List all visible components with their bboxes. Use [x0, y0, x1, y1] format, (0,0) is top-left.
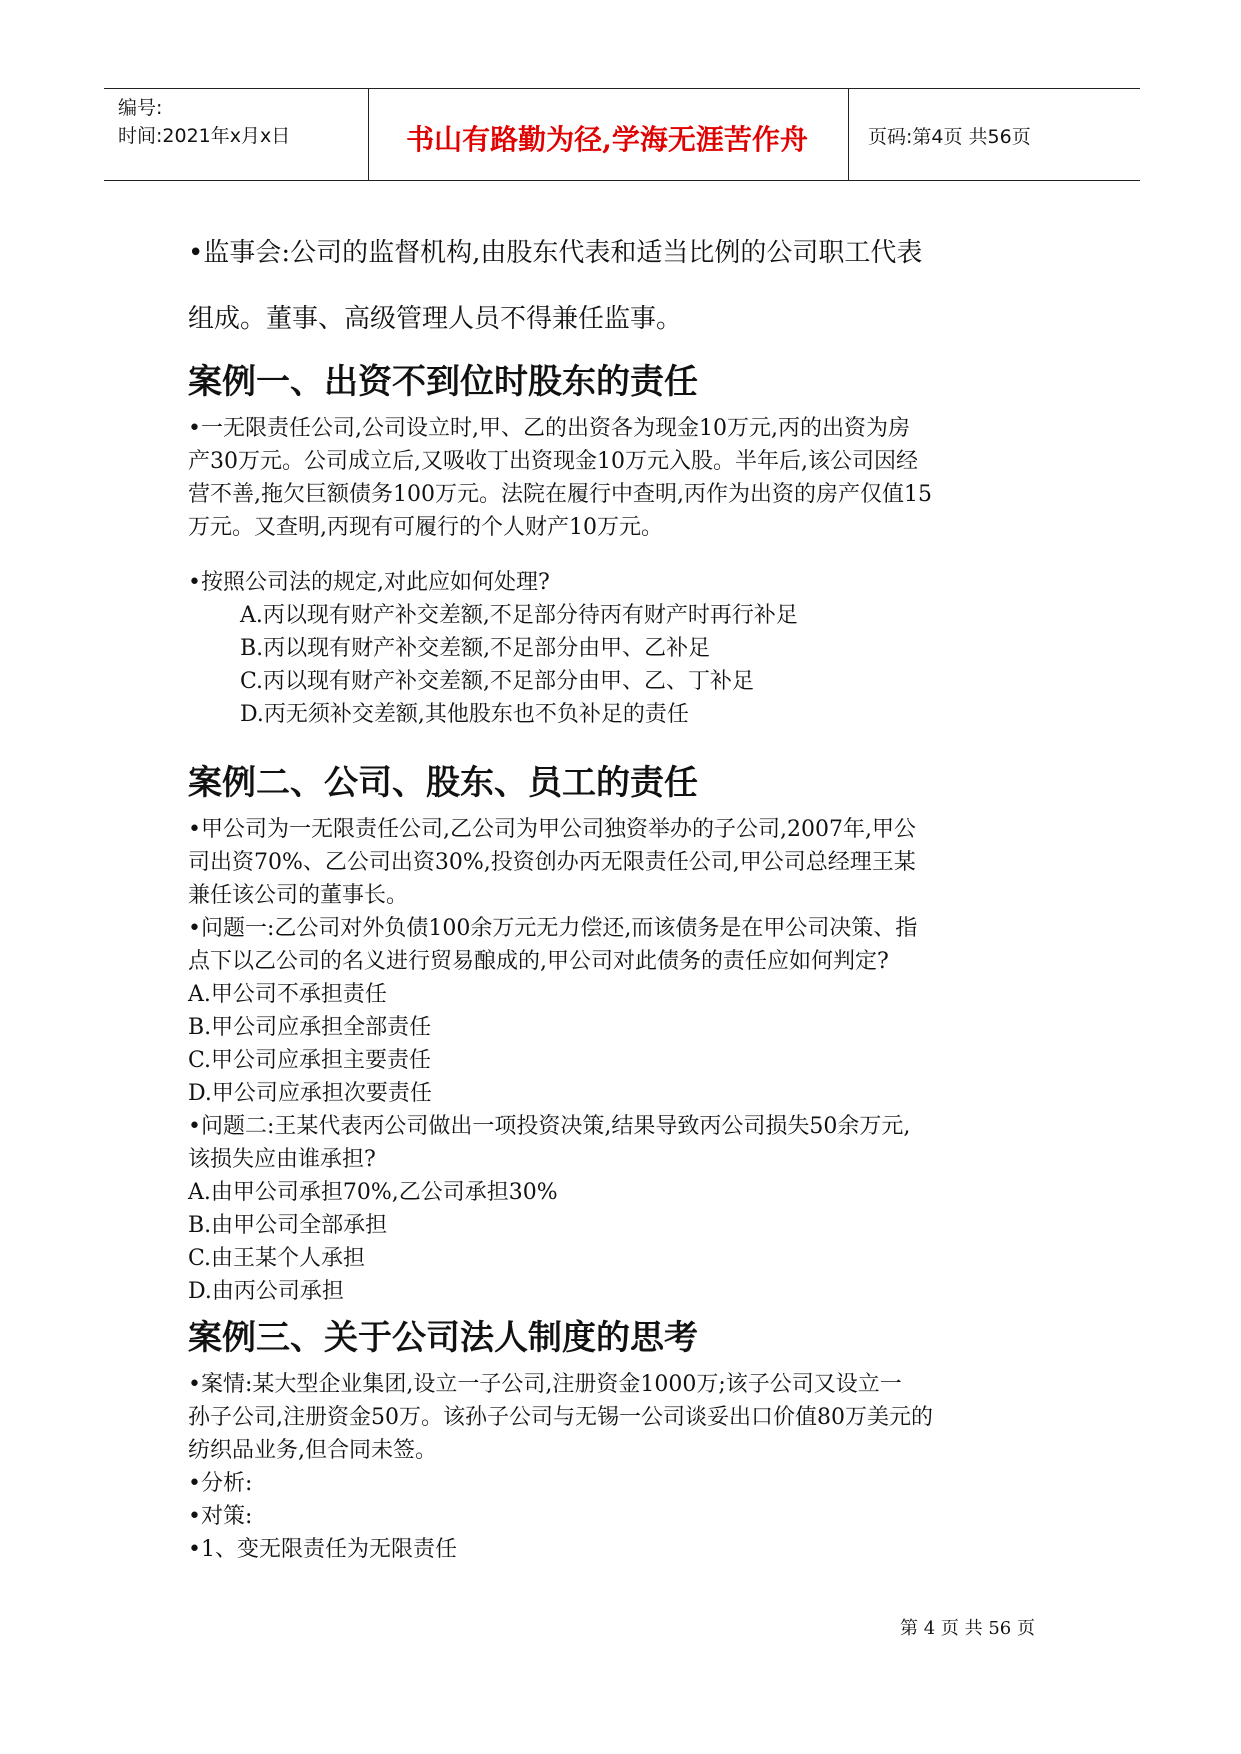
header-motto: 书山有路勤为径,学海无涯苦作舟 [406, 123, 808, 156]
intro-line: 组成。董事、高级管理人员不得兼任监事。 [188, 304, 683, 334]
header-time-label: 时间:2021年x月x日 [118, 125, 291, 147]
header-meta [118, 94, 290, 150]
header-bottom-rule [104, 180, 1140, 181]
case2-question: 该损失应由谁承担? [188, 1147, 376, 1172]
case3-text-line: 孙子公司,注册资金50万。该孙子公司与无锡一公司谈妥出口价值80万美元的 [188, 1405, 933, 1430]
spacer [188, 731, 1068, 753]
case3-text-line: •分析: [188, 1471, 253, 1496]
spacer [188, 544, 1068, 566]
case1-option: B.丙以现有财产补交差额,不足部分由甲、乙补足 [240, 636, 711, 661]
case1-text-line: •一无限责任公司,公司设立时,甲、乙的出资各为现金10万元,丙的出资为房 [188, 416, 910, 441]
case3-text-line: •1、变无限责任为无限责任 [188, 1537, 457, 1562]
case3-text-line: •案情:某大型企业集团,设立一子公司,注册资金1000万;该子公司又设立一 [188, 1372, 902, 1397]
case2-option: B.由甲公司全部承担 [188, 1213, 388, 1238]
case3-heading: 案例三、关于公司法人制度的思考 [188, 1318, 698, 1358]
case2-text-line: •甲公司为一无限责任公司,乙公司为甲公司独资举办的子公司,2007年,甲公 [188, 817, 916, 842]
case2-option: C.甲公司应承担主要责任 [188, 1048, 432, 1073]
case2-option: B.甲公司应承担全部责任 [188, 1015, 432, 1040]
case3-text-line: •对策: [188, 1504, 253, 1529]
case3-text-line: 纺织品业务,但合同未签。 [188, 1438, 437, 1463]
case1-option: A.丙以现有财产补交差额,不足部分待丙有财产时再行补足 [240, 603, 798, 628]
case2-option: A.甲公司不承担责任 [188, 982, 387, 1007]
case1-option: D.丙无须补交差额,其他股东也不负补足的责任 [240, 702, 689, 727]
case1-option: C.丙以现有财产补交差额,不足部分由甲、乙、丁补足 [240, 669, 755, 694]
case2-question: •问题二:王某代表丙公司做出一项投资决策,结果导致丙公司损失50余万元, [188, 1114, 911, 1139]
header-number-label: 编号: [118, 97, 163, 119]
case2-option: C.由王某个人承担 [188, 1246, 366, 1271]
case2-text-line: 兼任该公司的董事长。 [188, 883, 409, 908]
case2-option: D.甲公司应承担次要责任 [188, 1081, 432, 1106]
case1-question: •按照公司法的规定,对此应如何处理? [188, 570, 550, 595]
case1-text-line: 产30万元。公司成立后,又吸收丁出资现金10万元入股。半年后,该公司因经 [188, 449, 918, 474]
page-header [104, 88, 1140, 180]
page-content [188, 220, 1068, 1566]
header-page-label: 页码:第4页 共56页 [868, 126, 1031, 148]
case1-text-line: 营不善,拖欠巨额债务100万元。法院在履行中查明,丙作为出资的房产仅值15 [188, 482, 932, 507]
header-top-rule [104, 88, 1140, 89]
case2-option: D.由丙公司承担 [188, 1279, 344, 1304]
case2-heading: 案例二、公司、股东、员工的责任 [188, 763, 698, 803]
case1-text-line: 万元。又查明,丙现有可履行的个人财产10万元。 [188, 515, 663, 540]
header-divider-right [848, 88, 849, 180]
case2-text-line: 司出资70%、乙公司出资30%,投资创办丙无限责任公司,甲公司总经理王某 [188, 850, 916, 875]
case2-question: •问题一:乙公司对外负债100余万元无力偿还,而该债务是在甲公司决策、指 [188, 916, 918, 941]
case2-option: A.由甲公司承担70%,乙公司承担30% [188, 1180, 558, 1205]
intro-line: •监事会:公司的监督机构,由股东代表和适当比例的公司职工代表 [188, 238, 923, 268]
case1-heading: 案例一、出资不到位时股东的责任 [188, 362, 698, 402]
case2-question: 点下以乙公司的名义进行贸易酿成的,甲公司对此债务的责任应如何判定? [188, 949, 889, 974]
page-footer: 第 4 页 共 56 页 [900, 1618, 1035, 1639]
